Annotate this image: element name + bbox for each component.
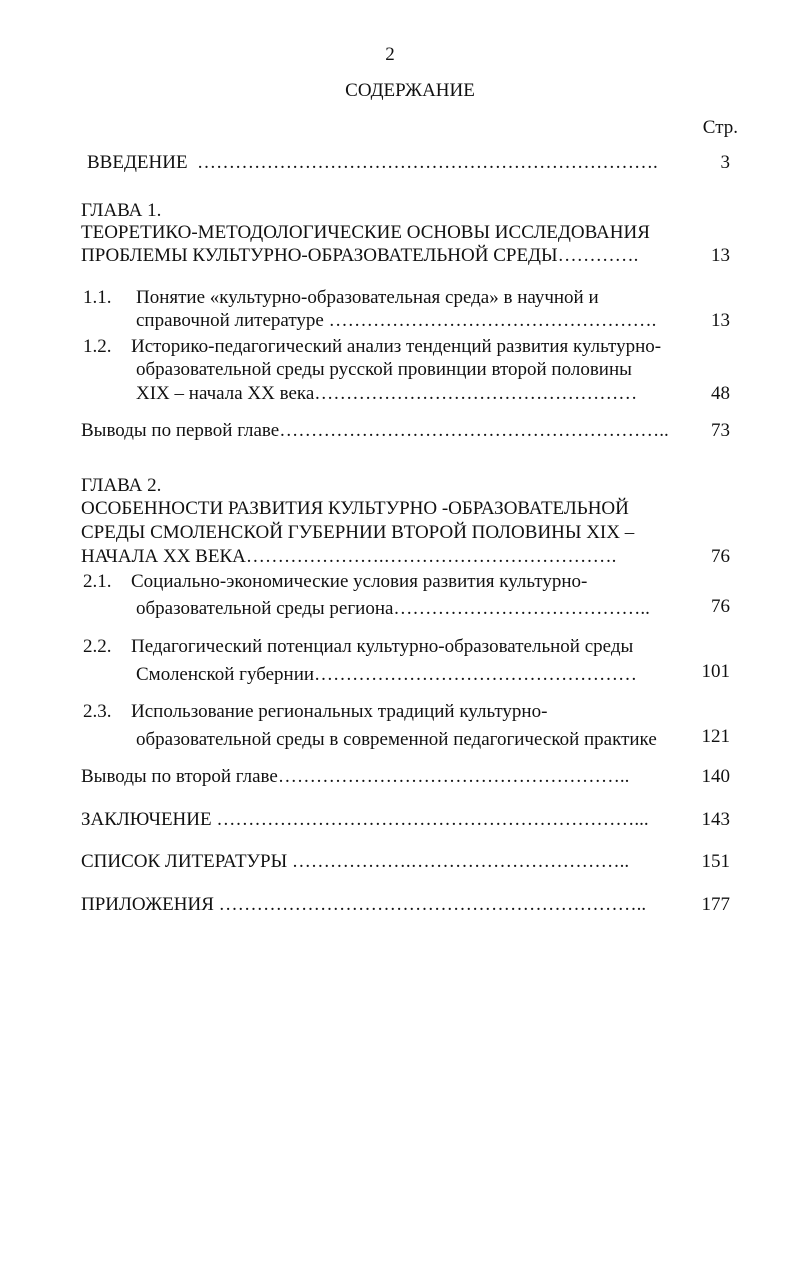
section-title: Педагогический потенциал культурно-образовательной среды <box>131 636 634 657</box>
section-title: справочной литературе ……………………………………………. <box>136 310 657 331</box>
toc-page: 13 <box>711 245 730 266</box>
chapter-title: ТЕОРЕТИКО-МЕТОДОЛОГИЧЕСКИЕ ОСНОВЫ ИССЛЕДОВАНИЯ <box>81 222 650 243</box>
section-number: 2.1. <box>83 571 112 592</box>
section-title: Историко-педагогический анализ тенденций развития культурно- <box>131 336 662 357</box>
toc-page: 48 <box>711 383 730 404</box>
toc-page: 101 <box>701 661 730 682</box>
toc-label: ВВЕДЕНИЕ <box>87 152 188 173</box>
toc-leader: ………………………………………………………………. <box>197 152 658 173</box>
toc-page: 143 <box>701 809 730 830</box>
chapter-title: НАЧАЛА XX ВЕКА………………….………………………………. <box>81 546 617 567</box>
chapter-title: СРЕДЫ СМОЛЕНСКОЙ ГУБЕРНИИ ВТОРОЙ ПОЛОВИНЫ XIX – <box>81 522 635 543</box>
toc-label: ЗАКЛЮЧЕНИЕ …………………………………………………………... <box>81 809 649 830</box>
toc-page: 3 <box>720 152 730 173</box>
section-title: образовательной среды в современной педагогической практике <box>136 729 657 750</box>
toc-page: 76 <box>711 596 730 617</box>
section-title: Понятие «культурно-образовательная среда» в научной и <box>136 287 599 308</box>
section-title: образовательной среды региона………………………………….. <box>136 598 650 619</box>
chapter-title: ПРОБЛЕМЫ КУЛЬТУРНО-ОБРАЗОВАТЕЛЬНОЙ СРЕДЫ…………. <box>81 245 639 266</box>
toc-page: 13 <box>711 310 730 331</box>
section-number: 2.2. <box>83 636 112 657</box>
section-number: 1.1. <box>83 287 112 308</box>
toc-label: ПРИЛОЖЕНИЯ ………………………………………………………….. <box>81 894 647 915</box>
section-number: 2.3. <box>83 701 112 722</box>
toc-page: 121 <box>701 726 730 747</box>
toc-label: СПИСОК ЛИТЕРАТУРЫ ……………….…………………………….. <box>81 851 630 872</box>
section-title: образовательной среды русской провинции второй половины <box>136 359 632 380</box>
page-number: 2 <box>385 44 395 65</box>
toc-label: Выводы по первой главе…………………………………………………….. <box>81 420 669 441</box>
toc-page: 140 <box>701 766 730 787</box>
toc-page: 76 <box>711 546 730 567</box>
chapter-heading: ГЛАВА 1. <box>81 200 162 221</box>
section-title: XIX – начала XX века…………………………………………… <box>136 383 638 404</box>
toc-page: 73 <box>711 420 730 441</box>
chapter-heading: ГЛАВА 2. <box>81 475 162 496</box>
toc-page: 151 <box>701 851 730 872</box>
page-title: СОДЕРЖАНИЕ <box>345 80 475 101</box>
chapter-title: ОСОБЕННОСТИ РАЗВИТИЯ КУЛЬТУРНО -ОБРАЗОВАТЕЛЬНОЙ <box>81 498 629 519</box>
toc-label: Выводы по второй главе……………………………………………….. <box>81 766 630 787</box>
section-title: Использование региональных традиций культурно- <box>131 701 548 722</box>
toc-page: 177 <box>701 894 730 915</box>
page-column-header: Стр. <box>702 117 738 138</box>
section-title: Социально-экономические условия развития культурно- <box>131 571 588 592</box>
section-title: Смоленской губернии…………………………………………… <box>136 664 638 685</box>
section-number: 1.2. <box>83 336 112 357</box>
